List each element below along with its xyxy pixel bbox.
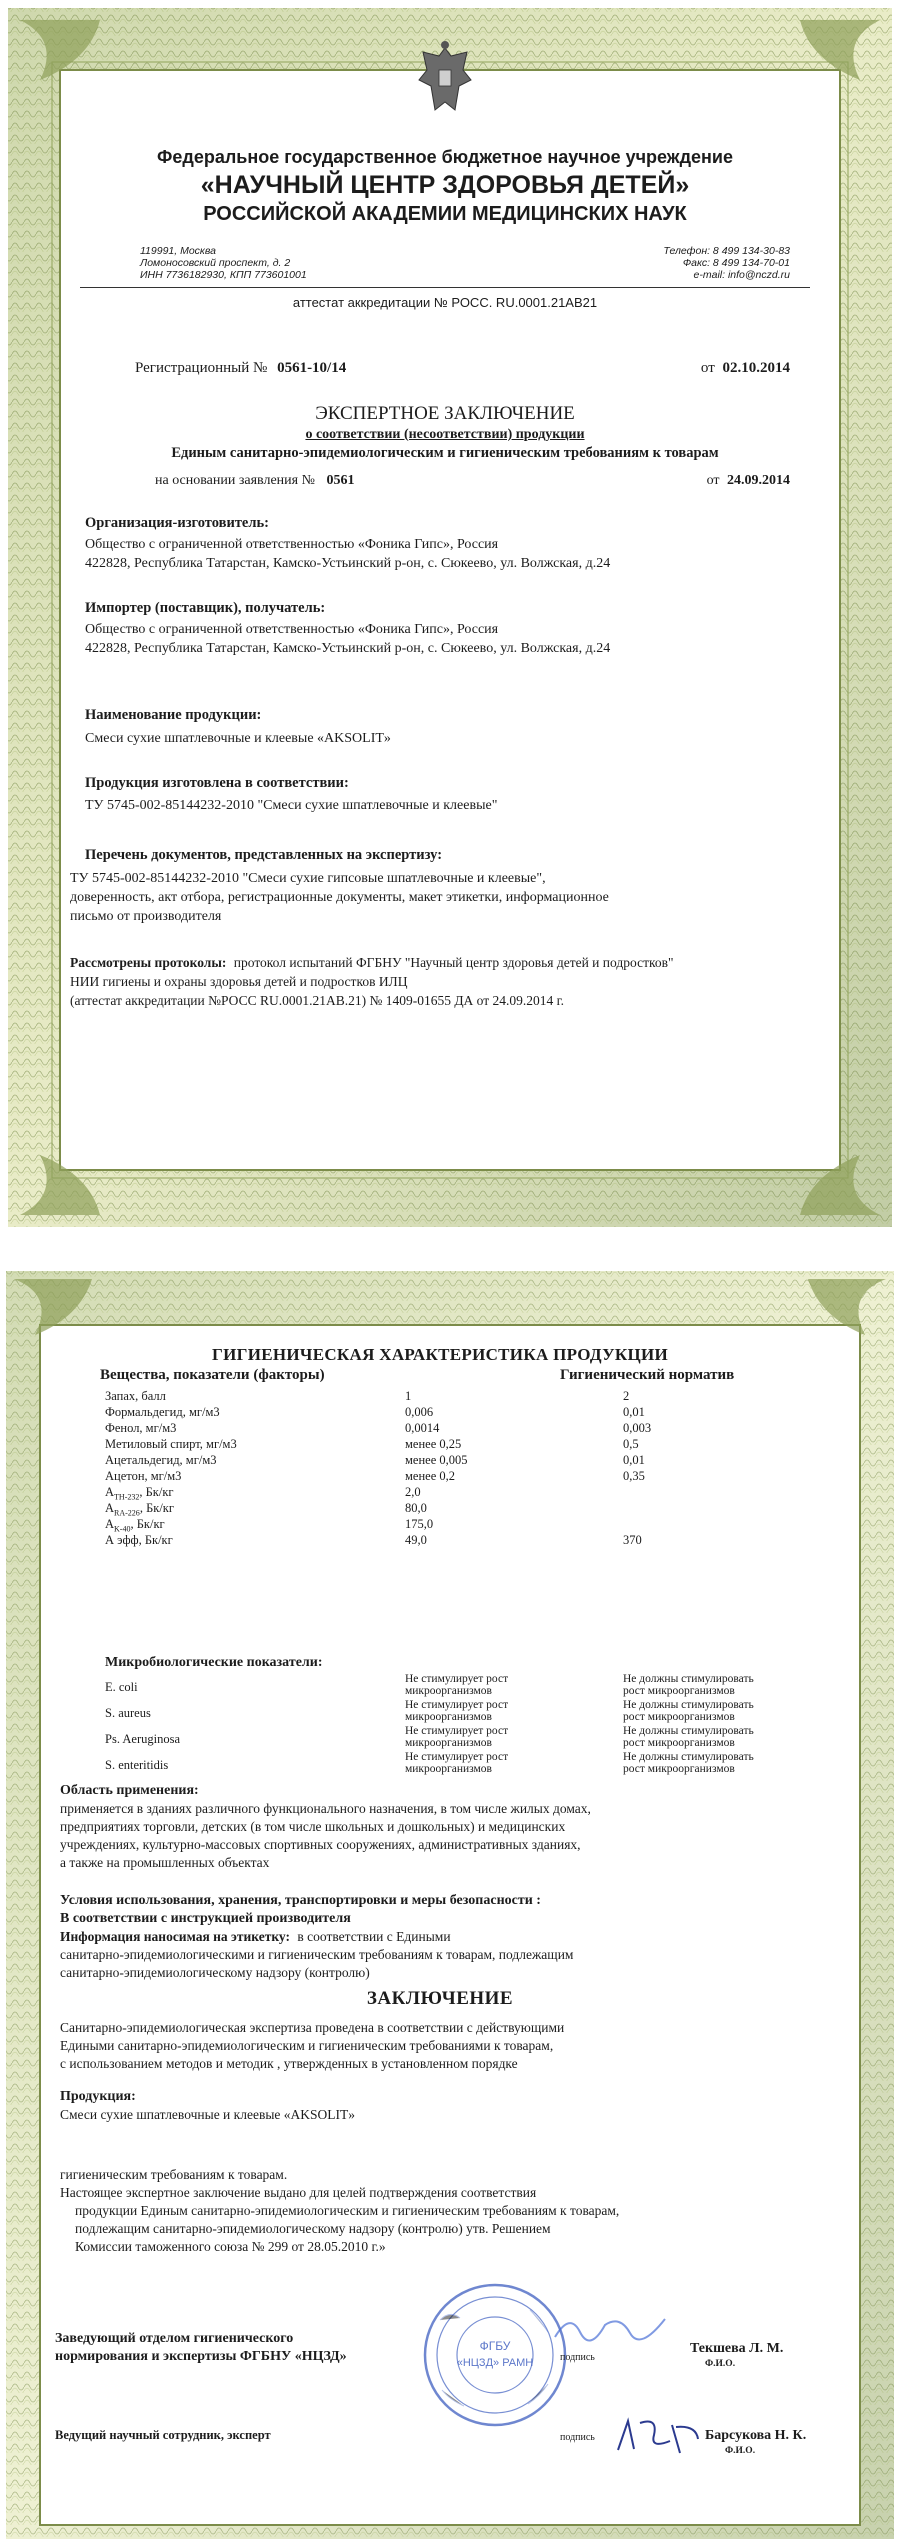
org-contacts: Телефон: 8 499 134-30-83 Факс: 8 499 134-70-01 e-mail: info@nczd.ru: [663, 245, 790, 281]
row-name: $A_{TH-232}$, Бк/кг: [105, 1485, 174, 1502]
row-norm: 0,01: [623, 1405, 645, 1419]
hygienic-characteristics-title: ГИГИЕНИЧЕСКАЯ ХАРАКТЕРИСТИКА ПРОДУКЦИИ: [211, 1345, 669, 1364]
org-address: 119991, Москва Ломоносовский проспект, д. 2 ИНН 7736182930, КПП 773601001: [140, 245, 307, 281]
header-divider: [80, 287, 810, 288]
conclusion-line: с использованием методов и методик , утвержденных в установленном порядке: [60, 2056, 518, 2071]
product-heading: Наименование продукции:: [85, 707, 262, 723]
signature-1-label: подпись: [560, 2352, 595, 2363]
row-value: 1: [405, 1389, 412, 1403]
manufacturer-name: Общество с ограниченной ответственностью «Фоника Гипс», Россия: [85, 537, 499, 552]
manufactured-per-heading: Продукция изготовлена в соответствии:: [85, 775, 349, 791]
label-info-line: санитарно-эпидемиологическими и гигиеническим требованиям к товарам, подлежащим: [60, 1947, 574, 1962]
micro-row: [105, 1699, 825, 1725]
registration-number: Регистрационный № 0561-10/14: [135, 360, 347, 376]
micro-name: S. enteritidis: [105, 1758, 169, 1772]
stamp-center-line-1: ФГБУ: [479, 2339, 511, 2353]
row-value: 2,0: [405, 1485, 421, 1499]
conclusion-title: ЗАКЛЮЧЕНИЕ: [366, 1988, 514, 2009]
application-date: от 24.09.2014: [706, 473, 790, 488]
product-name: Смеси сухие шпатлевочные и клеевые «AKSOLIT»: [85, 731, 391, 746]
org-line-3: РОССИЙСКОЙ АКАДЕМИИ МЕДИЦИНСКИХ НАУК: [203, 203, 687, 225]
scope-line: учреждениях, культурно-массовых спортивных сооружениях, административных зданиях,: [60, 1837, 581, 1852]
row-name: Фенол, мг/м3: [105, 1421, 177, 1435]
official-stamp-icon: [420, 2280, 570, 2430]
protocols-line-3: (аттестат аккредитации №РОСС RU.0001.21АВ.21) № 1409-01655 ДА от 24.09.2014 г.: [70, 993, 565, 1008]
scope-heading: Область применения:: [60, 1783, 199, 1798]
micro-norm: Не должны стимулировать рост микроорганизмов: [623, 1699, 754, 1723]
table-row: [105, 1421, 825, 1437]
table-row: [105, 1485, 825, 1501]
signature-2-icon: [610, 2415, 705, 2460]
signatory-1-fio-label: Ф.И.О.: [705, 2359, 736, 2369]
conclusion-product-heading: Продукция:: [60, 2089, 136, 2104]
stamp-center-line-2: «НЦЗД» РАМН: [456, 2357, 534, 2369]
table-row: [105, 1517, 825, 1533]
scope-line: применяется в зданиях различного функционального назначения, в том числе жилых домах,: [60, 1801, 591, 1816]
scope-line: а также на промышленных объектах: [60, 1855, 270, 1870]
manufacturer-heading: Организация-изготовитель:: [85, 515, 270, 531]
importer-address: 422828, Республика Татарстан, Камско-Устьинский р-он, с. Сюкеево, ул. Волжская, д.24: [85, 641, 611, 656]
protocols-line-1: Рассмотрены протоколы: протокол испытаний ФГБНУ "Научный центр здоровья детей и подростков": [70, 955, 674, 970]
org-line-1: Федеральное государственное бюджетное научное учреждение: [157, 147, 733, 167]
registration-date: от 02.10.2014: [700, 360, 790, 376]
column-header-norm: Гигиенический норматив: [560, 1367, 735, 1383]
table-row: [105, 1501, 825, 1517]
org-name: «НАУЧНЫЙ ЦЕНТР ЗДОРОВЬЯ ДЕТЕЙ»: [200, 171, 690, 199]
micro-heading: Микробиологические показатели:: [105, 1655, 323, 1670]
signature-2-label: подпись: [560, 2432, 595, 2443]
row-name: $A_{RA-226}$, Бк/кг: [105, 1501, 174, 1518]
application-basis: на основании заявления № 0561: [155, 473, 355, 488]
row-norm: 0,5: [623, 1437, 639, 1451]
micro-value: Не стимулирует рост микроорганизмов: [405, 1699, 509, 1723]
document-page-2: [0, 1265, 900, 2545]
micro-value: Не стимулирует рост микроорганизмов: [405, 1725, 509, 1749]
conformity-subtitle: о соответствии (несоответствии) продукции: [305, 427, 585, 442]
row-value: 49,0: [405, 1533, 427, 1547]
row-name: Формальдегид, мг/м3: [105, 1405, 220, 1419]
micro-name: E. coli: [105, 1680, 138, 1694]
micro-norm: Не должны стимулировать рост микроорганизмов: [623, 1751, 754, 1775]
label-info-line: Информация наносимая на этикетку: в соответствии с Едиными: [60, 1929, 451, 1944]
column-header-substances: Вещества, показатели (факторы): [100, 1367, 325, 1383]
accreditation: аттестат аккредитации № РОСС. RU.0001.21АВ21: [292, 295, 598, 310]
micro-value: Не стимулирует рост микроорганизмов: [405, 1751, 509, 1775]
documents-line: письмо от производителя: [70, 909, 222, 924]
signatory-2-fio-label: Ф.И.О.: [725, 2446, 756, 2456]
table-row: [105, 1437, 825, 1453]
row-norm: 370: [623, 1533, 642, 1547]
row-value: менее 0,2: [405, 1469, 455, 1483]
conclusion-line: Санитарно-эпидемиологическая экспертиза проведена в соответствии с действующими: [60, 2020, 565, 2035]
conditions-heading: Условия использования, хранения, транспортировки и меры безопасности :: [60, 1893, 541, 1908]
final-line: подлежащим санитарно-эпидемиологическому надзору (контролю) утв. Решением: [75, 2221, 551, 2236]
micro-norm: Не должны стимулировать рост микроорганизмов: [623, 1673, 754, 1697]
documents-line: доверенность, акт отбора, регистрационные документы, макет этикетки, информационное: [70, 890, 609, 905]
table-row: [105, 1389, 825, 1405]
row-norm: 0,003: [623, 1421, 652, 1435]
requirements-subtitle: Единым санитарно-эпидемиологическим и гигиеническим требованиям к товарам: [171, 445, 719, 461]
protocols-line-2: НИИ гигиены и охраны здоровья детей и подростков ИЛЦ: [70, 974, 408, 989]
coat-of-arms-icon: [415, 40, 475, 120]
conclusion-product-name: Смеси сухие шпатлевочные и клеевые «AKSOLIT»: [60, 2107, 355, 2122]
row-value: 0,0014: [405, 1421, 440, 1435]
micro-value: Не стимулирует рост микроорганизмов: [405, 1673, 509, 1697]
row-norm: 0,01: [623, 1453, 645, 1467]
row-norm: 0,35: [623, 1469, 645, 1483]
table-row: [105, 1533, 825, 1549]
row-name: Ацетальдегид, мг/м3: [105, 1453, 217, 1467]
micro-row: [105, 1673, 825, 1699]
conclusion-line: Едиными санитарно-эпидемиологическим и гигиеническим требованиями к товарам,: [60, 2038, 554, 2053]
final-line: Комиссии таможенного союза № 299 от 28.05.2010 г.»: [75, 2239, 386, 2254]
row-name: Запах, балл: [105, 1389, 166, 1403]
micro-name: S. aureus: [105, 1706, 151, 1720]
final-line: Настоящее экспертное заключение выдано для целей подтверждения соответствия: [60, 2185, 537, 2200]
scope-line: предприятиях торговли, детских (в том числе школьных и дошкольных) и медицинских: [60, 1819, 566, 1834]
importer-name: Общество с ограниченной ответственностью «Фоника Гипс», Россия: [85, 622, 499, 637]
micro-name: Ps. Aeruginosa: [105, 1732, 180, 1746]
manufactured-per-value: ТУ 5745-002-85144232-2010 "Смеси сухие шпатлевочные и клеевые": [85, 798, 498, 813]
final-line: продукции Единым санитарно-эпидемиологическим и гигиеническим требованиям к товарам,: [75, 2203, 620, 2218]
final-line: гигиеническим требованиям к товарам.: [60, 2167, 288, 2182]
row-value: менее 0,005: [405, 1453, 468, 1467]
signatory-1-name: Текшева Л. М.: [690, 2341, 784, 2356]
row-name: $A_{K-40}$, Бк/кг: [105, 1517, 165, 1534]
document-page-1: [0, 0, 900, 1235]
row-value: 80,0: [405, 1501, 427, 1515]
signatory-2-name: Барсукова Н. К.: [705, 2428, 807, 2443]
importer-heading: Импортер (поставщик), получатель:: [85, 600, 326, 616]
conditions-value: В соответствии с инструкцией производителя: [60, 1911, 351, 1926]
row-value: менее 0,25: [405, 1437, 462, 1451]
row-name: Ацетон, мг/м3: [105, 1469, 182, 1483]
manufacturer-address: 422828, Республика Татарстан, Камско-Устьинский р-он, с. Сюкеево, ул. Волжская, д.24: [85, 556, 611, 571]
table-row: [105, 1469, 825, 1485]
row-name: Метиловый спирт, мг/м3: [105, 1437, 237, 1451]
signature-1-icon: [550, 2307, 670, 2347]
row-norm: 2: [623, 1389, 630, 1403]
row-value: 0,006: [405, 1405, 434, 1419]
expert-conclusion-title: ЭКСПЕРТНОЕ ЗАКЛЮЧЕНИЕ: [315, 403, 575, 424]
label-info-line: санитарно-эпидемиологическому надзору (контролю): [60, 1965, 370, 1980]
table-row: [105, 1405, 825, 1421]
micro-norm: Не должны стимулировать рост микроорганизмов: [623, 1725, 754, 1749]
micro-row: [105, 1751, 825, 1777]
documents-heading: Перечень документов, представленных на экспертизу:: [85, 847, 443, 863]
row-name: А эфф, Бк/кг: [105, 1533, 173, 1547]
signatory-2-role: Ведущий научный сотрудник, эксперт: [55, 2428, 271, 2442]
documents-line: ТУ 5745-002-85144232-2010 "Смеси сухие гипсовые шпатлевочные и клеевые",: [70, 871, 546, 886]
micro-row: [105, 1725, 825, 1751]
row-value: 175,0: [405, 1517, 434, 1531]
table-row: [105, 1453, 825, 1469]
signatory-1-role: Заведующий отделом гигиенического нормирования и экспертизы ФГБНУ «НЦЗД»: [55, 2331, 347, 2364]
